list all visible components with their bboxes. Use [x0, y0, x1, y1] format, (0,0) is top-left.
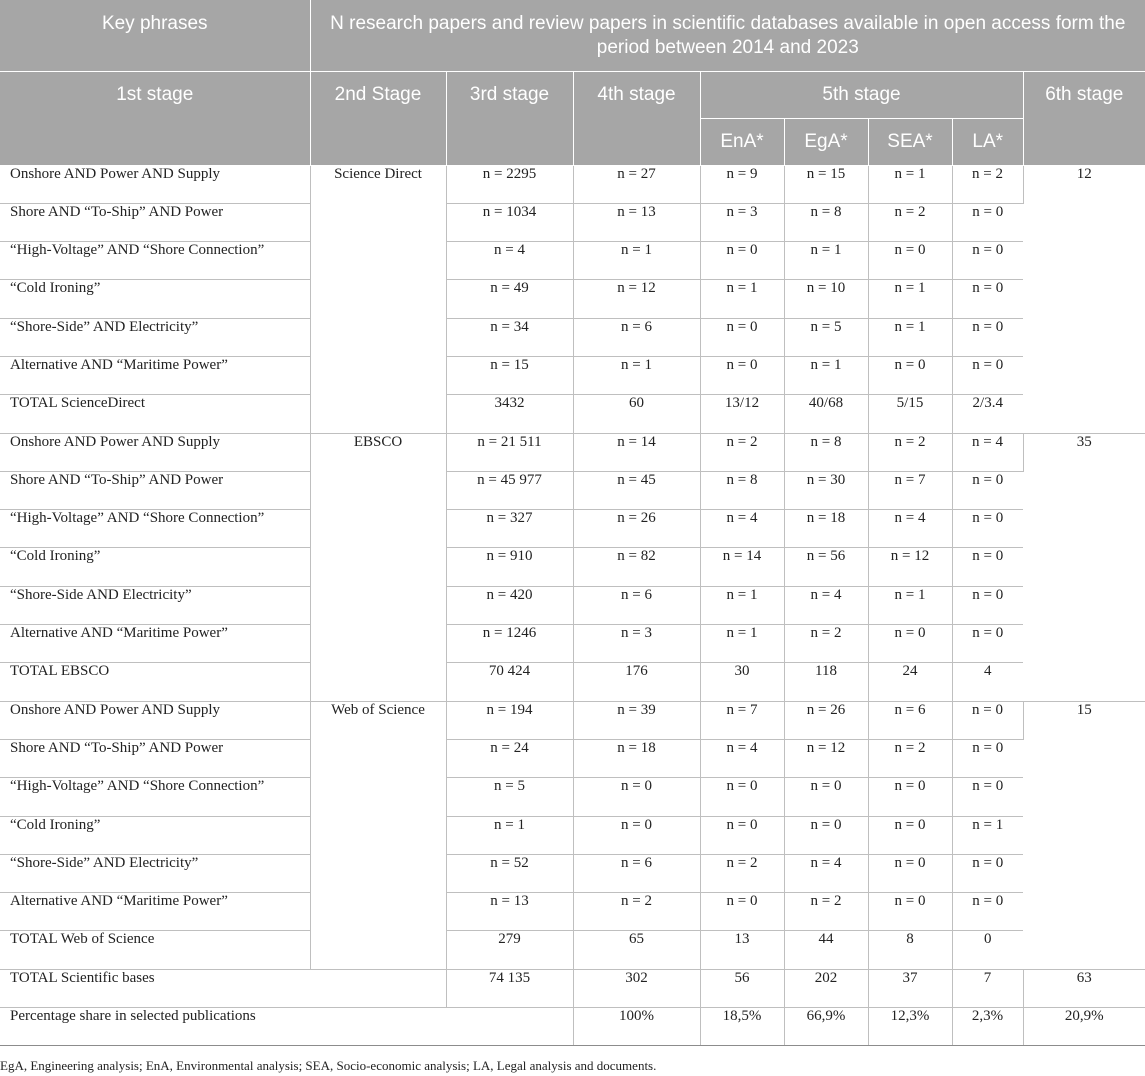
ena-cell: n = 4: [700, 739, 784, 777]
ena-cell: n = 1: [700, 586, 784, 624]
ena-cell: n = 0: [700, 356, 784, 394]
sea-cell: n = 0: [868, 893, 952, 931]
table-row: [0, 203, 1145, 241]
phrase-cell: “Shore-Side AND Electricity”: [0, 586, 310, 624]
table-row: [0, 854, 1145, 892]
ega-cell: 40/68: [784, 395, 868, 433]
header-sub-ega: EgA*: [784, 118, 868, 165]
phrase-cell: “Cold Ironing”: [0, 816, 310, 854]
stage3-cell: n = 1246: [446, 625, 573, 663]
header-stage5: 5th stage: [700, 71, 1023, 118]
sea-cell: n = 0: [868, 816, 952, 854]
ena-cell: n = 0: [700, 778, 784, 816]
la-cell: n = 0: [952, 701, 1023, 739]
stage3-cell: n = 45 977: [446, 471, 573, 509]
table-row: [0, 471, 1145, 509]
ega-cell: n = 2: [784, 625, 868, 663]
table-row: [0, 931, 1145, 969]
percent-sea: 12,3%: [868, 1008, 952, 1046]
header-n-research: N research papers and review papers in scientific databases available in open access form the period between 2014 and 2023: [310, 0, 1145, 71]
table-row: [0, 816, 1145, 854]
ena-cell: n = 0: [700, 893, 784, 931]
stage4-cell: n = 6: [573, 318, 700, 356]
table-row: [0, 701, 1145, 739]
stage3-cell: n = 13: [446, 893, 573, 931]
ega-cell: n = 15: [784, 165, 868, 203]
ena-cell: 30: [700, 663, 784, 701]
la-cell: n = 0: [952, 356, 1023, 394]
table-row: [0, 663, 1145, 701]
la-cell: n = 0: [952, 242, 1023, 280]
stage4-cell: n = 6: [573, 854, 700, 892]
total-s6: 63: [1023, 969, 1145, 1007]
stage3-cell: n = 49: [446, 280, 573, 318]
stage4-cell: 65: [573, 931, 700, 969]
table-body: [0, 165, 1145, 1046]
phrase-cell: Alternative AND “Maritime Power”: [0, 893, 310, 931]
phrase-cell: TOTAL ScienceDirect: [0, 395, 310, 433]
stage3-cell: 70 424: [446, 663, 573, 701]
stage4-cell: n = 13: [573, 203, 700, 241]
header-key-phrases: Key phrases: [0, 0, 310, 71]
ega-cell: n = 4: [784, 854, 868, 892]
la-cell: n = 0: [952, 739, 1023, 777]
la-cell: n = 0: [952, 471, 1023, 509]
la-cell: 2/3.4: [952, 395, 1023, 433]
ena-cell: n = 9: [700, 165, 784, 203]
sea-cell: n = 2: [868, 203, 952, 241]
phrase-cell: “High-Voltage” AND “Shore Connection”: [0, 242, 310, 280]
phrase-cell: Shore AND “To-Ship” AND Power: [0, 471, 310, 509]
percent-row: [0, 1008, 1145, 1046]
ega-cell: n = 1: [784, 356, 868, 394]
header-sub-sea: SEA*: [868, 118, 952, 165]
total-sea: 37: [868, 969, 952, 1007]
stage3-cell: 279: [446, 931, 573, 969]
ena-cell: n = 0: [700, 816, 784, 854]
stage3-cell: n = 34: [446, 318, 573, 356]
la-cell: n = 0: [952, 318, 1023, 356]
sea-cell: n = 12: [868, 548, 952, 586]
ena-cell: n = 7: [700, 701, 784, 739]
ena-cell: n = 1: [700, 280, 784, 318]
phrase-cell: Alternative AND “Maritime Power”: [0, 356, 310, 394]
table-row: [0, 433, 1145, 471]
sea-cell: n = 4: [868, 510, 952, 548]
table-row: [0, 510, 1145, 548]
sea-cell: n = 0: [868, 778, 952, 816]
table-row: [0, 586, 1145, 624]
ena-cell: 13/12: [700, 395, 784, 433]
sea-cell: 24: [868, 663, 952, 701]
stage4-cell: n = 27: [573, 165, 700, 203]
ega-cell: n = 56: [784, 548, 868, 586]
ena-cell: n = 8: [700, 471, 784, 509]
stage3-cell: n = 1034: [446, 203, 573, 241]
stage3-cell: 3432: [446, 395, 573, 433]
ena-cell: n = 1: [700, 625, 784, 663]
phrase-cell: “Cold Ironing”: [0, 548, 310, 586]
total-label: TOTAL Scientific bases: [0, 969, 446, 1007]
ega-cell: n = 10: [784, 280, 868, 318]
ega-cell: n = 2: [784, 893, 868, 931]
stage4-cell: n = 39: [573, 701, 700, 739]
la-cell: 0: [952, 931, 1023, 969]
database-cell: EBSCO: [310, 433, 446, 701]
sea-cell: n = 0: [868, 356, 952, 394]
stage4-cell: n = 45: [573, 471, 700, 509]
table-row: [0, 395, 1145, 433]
ena-cell: n = 3: [700, 203, 784, 241]
la-cell: n = 0: [952, 510, 1023, 548]
stage4-cell: 60: [573, 395, 700, 433]
ena-cell: n = 0: [700, 242, 784, 280]
sea-cell: n = 1: [868, 280, 952, 318]
ena-cell: n = 2: [700, 854, 784, 892]
table-row: [0, 893, 1145, 931]
sea-cell: n = 2: [868, 739, 952, 777]
table-row: [0, 739, 1145, 777]
percent-ena: 18,5%: [700, 1008, 784, 1046]
stage3-cell: n = 1: [446, 816, 573, 854]
stage4-cell: n = 82: [573, 548, 700, 586]
stage4-cell: n = 1: [573, 356, 700, 394]
header-sub-la: LA*: [952, 118, 1023, 165]
header-stage3: 3rd stage: [446, 71, 573, 165]
la-cell: n = 0: [952, 893, 1023, 931]
stage4-cell: n = 3: [573, 625, 700, 663]
phrase-cell: “High-Voltage” AND “Shore Connection”: [0, 778, 310, 816]
phrase-cell: “Shore-Side” AND Electricity”: [0, 318, 310, 356]
header-stage2: 2nd Stage: [310, 71, 446, 165]
percent-la: 2,3%: [952, 1008, 1023, 1046]
stage6-cell: 15: [1023, 701, 1145, 969]
sea-cell: n = 0: [868, 242, 952, 280]
sea-cell: 8: [868, 931, 952, 969]
phrase-cell: “Shore-Side” AND Electricity”: [0, 854, 310, 892]
phrase-cell: “Cold Ironing”: [0, 280, 310, 318]
ena-cell: 13: [700, 931, 784, 969]
percent-ega: 66,9%: [784, 1008, 868, 1046]
la-cell: n = 0: [952, 586, 1023, 624]
la-cell: n = 0: [952, 625, 1023, 663]
stage4-cell: n = 26: [573, 510, 700, 548]
table-row: [0, 778, 1145, 816]
header-stage6: 6th stage: [1023, 71, 1145, 165]
table-row: [0, 356, 1145, 394]
table-row: [0, 318, 1145, 356]
ega-cell: n = 1: [784, 242, 868, 280]
stage3-cell: n = 4: [446, 242, 573, 280]
sea-cell: n = 0: [868, 854, 952, 892]
ega-cell: n = 4: [784, 586, 868, 624]
total-s3: 74 135: [446, 969, 573, 1007]
stage4-cell: n = 2: [573, 893, 700, 931]
total-la: 7: [952, 969, 1023, 1007]
stage3-cell: n = 2295: [446, 165, 573, 203]
stage3-cell: n = 420: [446, 586, 573, 624]
phrase-cell: Onshore AND Power AND Supply: [0, 165, 310, 203]
header-stage1: 1st stage: [0, 71, 310, 165]
ega-cell: n = 0: [784, 778, 868, 816]
table-header: [0, 0, 1145, 165]
la-cell: n = 0: [952, 778, 1023, 816]
sea-cell: n = 7: [868, 471, 952, 509]
stage6-cell: 35: [1023, 433, 1145, 701]
sea-cell: n = 1: [868, 318, 952, 356]
phrase-cell: TOTAL Web of Science: [0, 931, 310, 969]
ega-cell: n = 18: [784, 510, 868, 548]
stage4-cell: 176: [573, 663, 700, 701]
la-cell: n = 2: [952, 165, 1023, 203]
ega-cell: n = 5: [784, 318, 868, 356]
stage3-cell: n = 5: [446, 778, 573, 816]
ega-cell: 44: [784, 931, 868, 969]
database-cell: Science Direct: [310, 165, 446, 433]
phrase-cell: “High-Voltage” AND “Shore Connection”: [0, 510, 310, 548]
la-cell: n = 0: [952, 548, 1023, 586]
ena-cell: n = 2: [700, 433, 784, 471]
ega-cell: n = 8: [784, 433, 868, 471]
phrase-cell: Onshore AND Power AND Supply: [0, 701, 310, 739]
total-ena: 56: [700, 969, 784, 1007]
stage3-cell: n = 194: [446, 701, 573, 739]
stage3-cell: n = 21 511: [446, 433, 573, 471]
database-cell: Web of Science: [310, 701, 446, 969]
stage3-cell: n = 52: [446, 854, 573, 892]
ena-cell: n = 0: [700, 318, 784, 356]
table-row: [0, 242, 1145, 280]
ega-cell: n = 12: [784, 739, 868, 777]
table-row: [0, 280, 1145, 318]
la-cell: n = 0: [952, 280, 1023, 318]
percent-s4: 100%: [573, 1008, 700, 1046]
stage3-cell: n = 910: [446, 548, 573, 586]
stage4-cell: n = 0: [573, 778, 700, 816]
phrase-cell: Alternative AND “Maritime Power”: [0, 625, 310, 663]
table-row: [0, 625, 1145, 663]
ega-cell: n = 8: [784, 203, 868, 241]
la-cell: n = 4: [952, 433, 1023, 471]
sea-cell: n = 1: [868, 586, 952, 624]
phrase-cell: Onshore AND Power AND Supply: [0, 433, 310, 471]
phrase-cell: Shore AND “To-Ship” AND Power: [0, 203, 310, 241]
stage6-cell: 12: [1023, 165, 1145, 433]
total-s4: 302: [573, 969, 700, 1007]
sea-cell: n = 1: [868, 165, 952, 203]
stage4-cell: n = 0: [573, 816, 700, 854]
sea-cell: n = 2: [868, 433, 952, 471]
table-row: [0, 165, 1145, 203]
ega-cell: n = 26: [784, 701, 868, 739]
phrase-cell: TOTAL EBSCO: [0, 663, 310, 701]
table-row: [0, 548, 1145, 586]
stage4-cell: n = 14: [573, 433, 700, 471]
stage3-cell: n = 327: [446, 510, 573, 548]
sea-cell: n = 6: [868, 701, 952, 739]
stage4-cell: n = 18: [573, 739, 700, 777]
stage3-cell: n = 15: [446, 356, 573, 394]
header-stage4: 4th stage: [573, 71, 700, 165]
sea-cell: n = 0: [868, 625, 952, 663]
la-cell: 4: [952, 663, 1023, 701]
header-sub-ena: EnA*: [700, 118, 784, 165]
ega-cell: 118: [784, 663, 868, 701]
la-cell: n = 1: [952, 816, 1023, 854]
ega-cell: n = 30: [784, 471, 868, 509]
stage4-cell: n = 6: [573, 586, 700, 624]
percent-label: Percentage share in selected publications: [0, 1008, 573, 1046]
stage4-cell: n = 12: [573, 280, 700, 318]
phrase-cell: Shore AND “To-Ship” AND Power: [0, 739, 310, 777]
sea-cell: 5/15: [868, 395, 952, 433]
ena-cell: n = 4: [700, 510, 784, 548]
ega-cell: n = 0: [784, 816, 868, 854]
total-ega: 202: [784, 969, 868, 1007]
la-cell: n = 0: [952, 203, 1023, 241]
total-row: [0, 969, 1145, 1007]
ena-cell: n = 14: [700, 548, 784, 586]
stage4-cell: n = 1: [573, 242, 700, 280]
la-cell: n = 0: [952, 854, 1023, 892]
footnote: EgA, Engineering analysis; EnA, Environmental analysis; SEA, Socio-economic analysis; LA, Legal analysis and documents.: [0, 1058, 657, 1073]
stage3-cell: n = 24: [446, 739, 573, 777]
percent-s6: 20,9%: [1023, 1008, 1145, 1046]
